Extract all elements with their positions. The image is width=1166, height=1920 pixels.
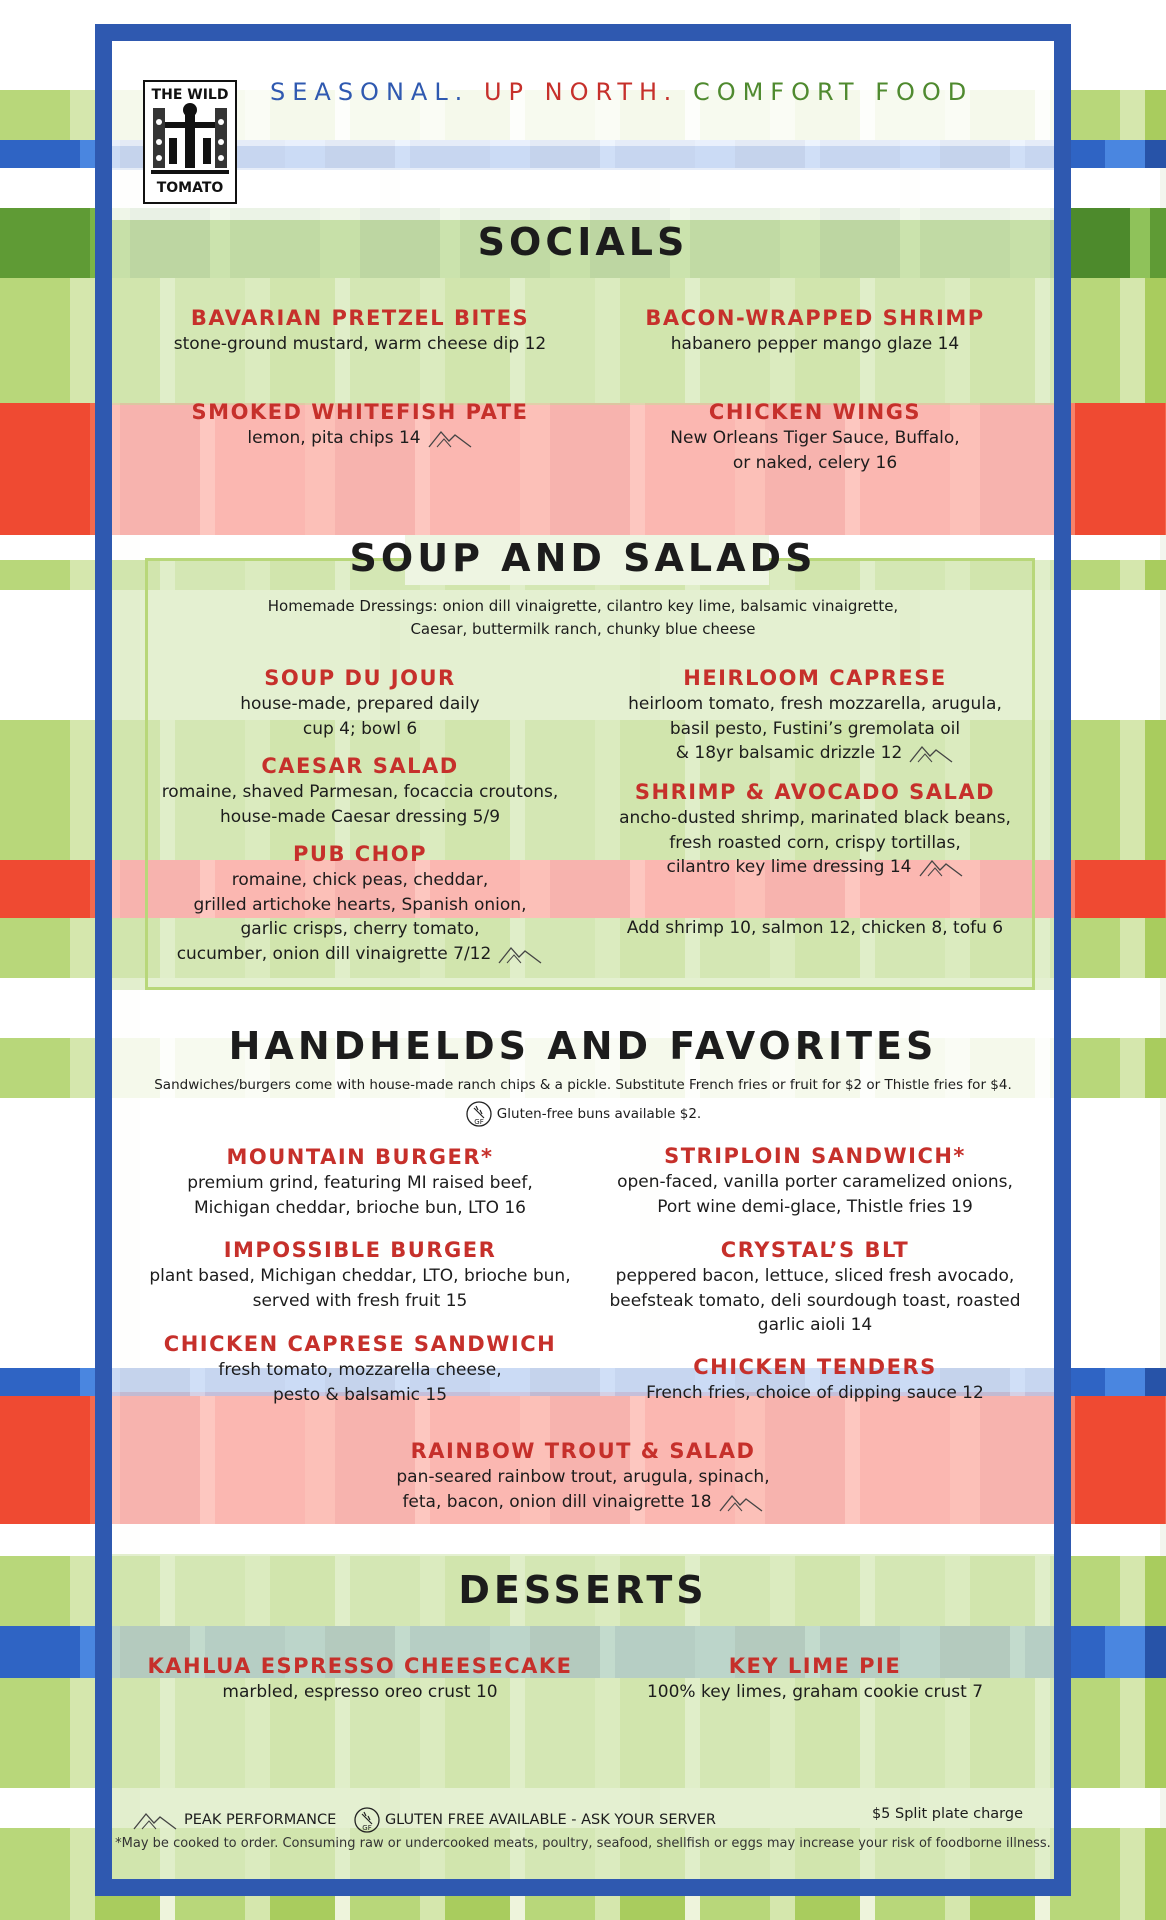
item-desc: cilantro key lime dressing 14 <box>666 857 912 877</box>
handhelds-note-line-2: Gluten-free buns available $2. <box>496 1106 702 1122</box>
item-name: SOUP DU JOUR <box>264 666 456 690</box>
item-desc: plant based, Michigan cheddar, LTO, brioche bun, <box>149 1266 571 1286</box>
handhelds-note-line-1: Sandwiches/burgers come with house-made ranch chips & a pickle. Substitute French fries or fruit for $2 or Thistle fries for $4. <box>154 1077 1012 1093</box>
item-name: CHICKEN WINGS <box>708 400 922 424</box>
item-desc: romaine, shaved Parmesan, focaccia croutons, <box>161 782 559 802</box>
peak-performance-label: PEAK PERFORMANCE <box>184 1812 337 1828</box>
item-name: SMOKED WHITEFISH PATE <box>191 400 529 424</box>
foodborne-disclaimer: *May be cooked to order. Consuming raw or undercooked meats, poultry, seafood, shellfish or eggs may increase your risk of foodborne illness. <box>115 1836 1051 1851</box>
dressings-line-1: Homemade Dressings: onion dill vinaigrette, cilantro key lime, balsamic vinaigrette, <box>267 597 899 615</box>
handhelds-title: HANDHELDS AND FAVORITES <box>228 1024 938 1068</box>
item-desc: Michigan cheddar, brioche bun, LTO 16 <box>194 1197 526 1218</box>
item-desc: French fries, choice of dipping sauce 12 <box>646 1383 984 1403</box>
item-name: BACON-WRAPPED SHRIMP <box>645 306 985 330</box>
menu-item <box>300 1437 866 1514</box>
menu-item <box>590 304 1040 357</box>
menu-item <box>590 398 1040 475</box>
item-desc: feta, bacon, onion dill vinaigrette 18 <box>402 1491 712 1512</box>
item-desc: heirloom tomato, fresh mozzarella, arugula, <box>628 694 1002 714</box>
item-name: BAVARIAN PRETZEL BITES <box>190 306 530 330</box>
mountain-icon <box>427 427 473 449</box>
item-desc: garlic aioli 14 <box>757 1315 873 1335</box>
handhelds-note <box>112 1074 1054 1128</box>
menu-item <box>130 398 590 451</box>
item-name: HEIRLOOM CAPRESE <box>683 666 947 690</box>
item-desc: peppered bacon, lettuce, sliced fresh avocado, <box>615 1266 1015 1286</box>
item-name: CRYSTAL’S BLT <box>720 1238 910 1262</box>
footer-legend <box>132 1806 716 1834</box>
item-name: STRIPLOIN SANDWICH* <box>664 1144 966 1168</box>
item-desc: cucumber, onion dill vinaigrette 7/12 <box>176 943 492 964</box>
menu-item <box>590 1353 1040 1406</box>
item-name: CAESAR SALAD <box>261 754 459 778</box>
add-ons-text: Add shrimp 10, salmon 12, chicken 8, tofu 6 <box>626 918 1004 938</box>
item-name: MOUNTAIN BURGER* <box>226 1145 494 1169</box>
item-desc: beefsteak tomato, deli sourdough toast, roasted <box>609 1290 1021 1311</box>
gluten-free-icon <box>465 1100 493 1128</box>
tagline <box>270 78 973 106</box>
gluten-free-label: GLUTEN FREE AVAILABLE - ASK YOUR SERVER <box>384 1812 716 1828</box>
item-desc: grilled artichoke hearts, Spanish onion, <box>193 894 527 915</box>
item-desc: 100% key limes, graham cookie crust 7 <box>646 1682 984 1702</box>
item-desc: served with fresh fruit 15 <box>252 1290 468 1311</box>
menu-item <box>130 1330 590 1407</box>
menu-item <box>130 752 590 829</box>
mountain-icon <box>918 856 964 878</box>
dressings-note <box>112 595 1054 641</box>
item-desc: basil pesto, Fustini’s gremolata oil <box>669 718 961 739</box>
tagline-up-north: UP NORTH. <box>483 78 679 106</box>
menu-item <box>590 664 1040 766</box>
restaurant-logo <box>143 80 237 204</box>
item-desc: house-made, prepared daily <box>240 694 480 714</box>
desserts-title: DESSERTS <box>458 1568 708 1612</box>
item-name: PUB CHOP <box>293 842 427 866</box>
item-desc: ancho-dusted shrimp, marinated black beans, <box>619 808 1011 828</box>
menu-item <box>590 778 1040 880</box>
mountain-icon <box>908 742 954 764</box>
menu-item <box>130 304 590 357</box>
dressings-line-2: Caesar, buttermilk ranch, chunky blue cheese <box>410 620 756 638</box>
item-desc: marbled, espresso oreo crust 10 <box>222 1682 498 1702</box>
tagline-comfort-food: COMFORT FOOD <box>692 78 974 106</box>
gluten-free-icon <box>353 1806 381 1834</box>
mountain-icon <box>718 1491 764 1513</box>
item-name: CHICKEN TENDERS <box>693 1355 937 1379</box>
menu-item <box>130 1143 590 1220</box>
add-ons <box>590 916 1040 941</box>
mountain-icon <box>132 1809 178 1831</box>
item-desc: fresh roasted corn, crispy tortillas, <box>669 832 961 853</box>
item-desc: stone-ground mustard, warm cheese dip 12 <box>173 334 547 354</box>
item-desc: & 18yr balsamic drizzle 12 <box>675 743 903 763</box>
item-name: CHICKEN CAPRESE SANDWICH <box>163 1332 557 1356</box>
item-desc: premium grind, featuring MI raised beef, <box>187 1173 533 1193</box>
svg-text:TOMATO: TOMATO <box>156 180 224 196</box>
svg-text:GF: GF <box>474 1118 484 1126</box>
menu-item <box>130 1236 590 1313</box>
item-desc: open-faced, vanilla porter caramelized onions, <box>617 1172 1013 1192</box>
item-desc: fresh tomato, mozzarella cheese, <box>218 1360 502 1380</box>
item-desc: lemon, pita chips 14 <box>247 428 421 448</box>
item-desc: or naked, celery 16 <box>732 452 898 473</box>
item-name: RAINBOW TROUT & SALAD <box>410 1439 756 1463</box>
split-plate-charge: $5 Split plate charge <box>871 1806 1023 1822</box>
item-desc: pan-seared rainbow trout, arugula, spinach, <box>396 1467 770 1487</box>
svg-text:GF: GF <box>362 1824 372 1832</box>
menu-item <box>130 1652 590 1705</box>
item-name: KAHLUA ESPRESSO CHEESECAKE <box>147 1654 573 1678</box>
menu-item <box>590 1652 1040 1705</box>
item-desc: habanero pepper mango glaze 14 <box>670 334 960 354</box>
menu-item <box>130 664 590 741</box>
item-desc: garlic crisps, cherry tomato, <box>240 919 480 939</box>
item-desc: pesto & balsamic 15 <box>272 1384 448 1405</box>
menu-item <box>130 840 590 966</box>
svg-text:THE WILD: THE WILD <box>151 87 229 103</box>
item-desc: Port wine demi-glace, Thistle fries 19 <box>657 1196 973 1217</box>
menu-item <box>590 1236 1040 1338</box>
item-desc: New Orleans Tiger Sauce, Buffalo, <box>670 428 960 448</box>
item-desc: cup 4; bowl 6 <box>302 718 418 739</box>
soups-title: SOUP AND SALADS <box>349 536 817 580</box>
socials-title: SOCIALS <box>477 220 689 264</box>
tagline-seasonal: SEASONAL. <box>270 78 470 106</box>
item-name: IMPOSSIBLE BURGER <box>223 1238 497 1262</box>
mountain-icon <box>497 943 543 965</box>
item-desc: romaine, chick peas, cheddar, <box>231 870 489 890</box>
item-name: KEY LIME PIE <box>728 1654 902 1678</box>
item-name: SHRIMP & AVOCADO SALAD <box>634 780 996 804</box>
item-desc: house-made Caesar dressing 5/9 <box>219 806 501 827</box>
menu-item <box>590 1142 1040 1219</box>
